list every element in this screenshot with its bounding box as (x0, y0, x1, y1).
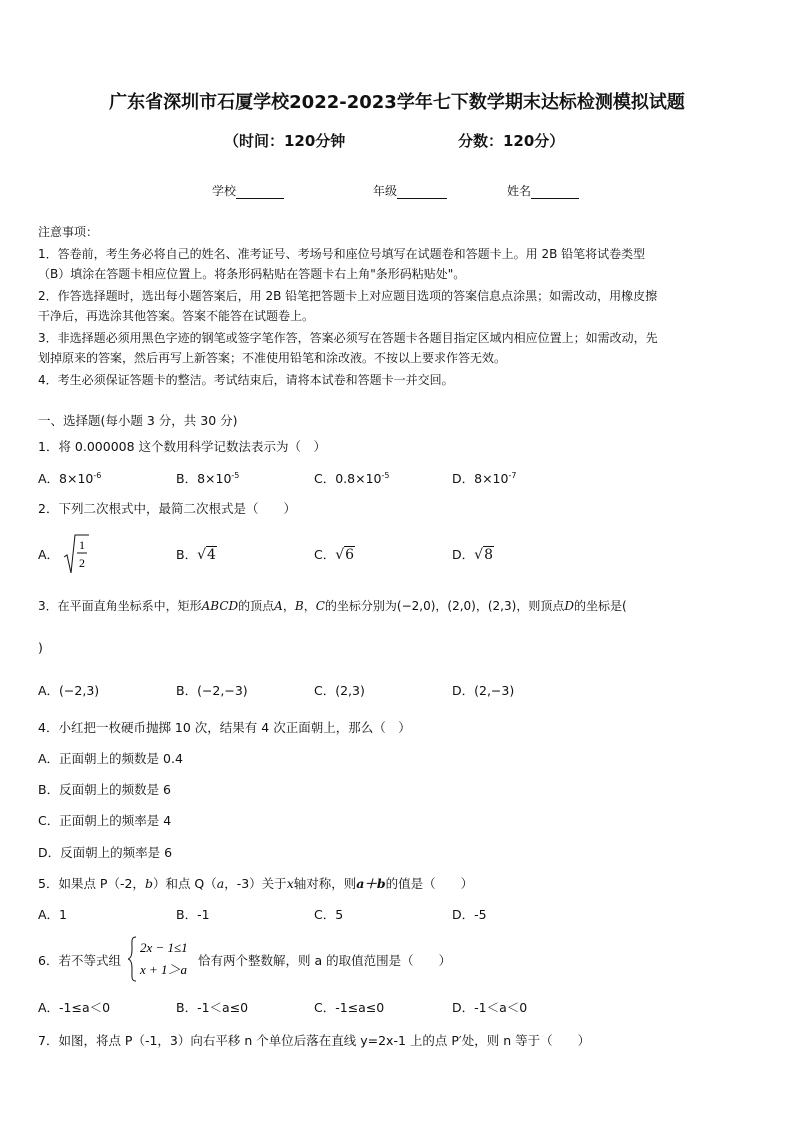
name-field[interactable] (507, 182, 579, 199)
note-3b: 划掉原来的答案，然后再写上新答案；不准使用铅笔和涂改液。不按以上要求作答无效。 (38, 351, 507, 365)
q1-option-b[interactable]: B．$8\times 10^{-5}$ (176, 470, 240, 486)
sqrt-fraction-icon (63, 533, 89, 575)
q2-option-c[interactable]: C．√6 (314, 547, 355, 563)
q3-option-d[interactable]: D．(2,−3) (452, 683, 515, 698)
q6-option-d[interactable]: D．-1＜a＜0 (452, 1000, 528, 1015)
section-heading: 一、选择题(每小题 3 分，共 30 分) (38, 413, 238, 428)
q6-option-c[interactable]: C．-1≤a≤0 (314, 1000, 385, 1015)
q1-option-a[interactable]: A．$8\times 10^{-6}$ (38, 470, 102, 486)
q3-option-b[interactable]: B．(−2,−3) (176, 683, 248, 698)
q4-option-c[interactable]: C．正面朝上的频率是 4 (38, 813, 172, 828)
q3-option-a[interactable]: A．(−2,3) (38, 683, 100, 698)
q3-option-c[interactable]: C．(2,3) (314, 683, 365, 698)
school-label: 学校 (212, 184, 237, 198)
q6-option-b[interactable]: B．-1＜a≤0 (176, 1000, 249, 1015)
q6-stem-a: 6．若不等式组 (38, 953, 121, 968)
exam-time: （时间：120分钟 (224, 132, 346, 150)
svg-text:x + 1＞a: x + 1＞a (140, 962, 188, 977)
q4-stem: 4．小红把一枚硬币抛掷 10 次，结果有 4 次正面朝上，那么（ ） (38, 720, 411, 735)
svg-text:2: 2 (79, 556, 86, 570)
svg-text:1: 1 (79, 538, 86, 552)
svg-text:2x − 1≤1: 2x − 1≤1 (140, 940, 188, 955)
name-label: 姓名 (507, 184, 532, 198)
q2-option-d[interactable]: D．√8 (452, 547, 493, 563)
school-field[interactable] (212, 182, 284, 199)
inequality-brace-icon (128, 935, 200, 983)
q6-inequality-system (128, 935, 200, 987)
q3-stem-tail: ) (38, 640, 43, 655)
school-blank[interactable] (236, 186, 284, 199)
note-1a: 1．答卷前，考生务必将自己的姓名、准考证号、考场号和座位号填写在试题卷和答题卡上。用 2B 铅笔将试卷类型 (38, 247, 646, 261)
q5-option-b[interactable]: B．-1 (176, 907, 210, 922)
q5-option-c[interactable]: C．5 (314, 907, 344, 922)
note-2a: 2．作答选择题时，选出每小题答案后，用 2B 铅笔把答题卡上对应题目选项的答案信息点涂黑；如需改动，用橡皮擦 (38, 289, 658, 303)
name-blank[interactable] (531, 186, 579, 199)
notes-heading: 注意事项： (38, 225, 99, 239)
q2-stem: 2．下列二次根式中，最简二次根式是（ ） (38, 501, 296, 516)
note-2b: 干净后，再选涂其他答案。答案不能答在试题卷上。 (38, 309, 315, 323)
q4-option-a[interactable]: A．正面朝上的频数是 0.4 (38, 751, 183, 766)
note-3a: 3．非选择题必须用黑色字迹的钢笔或签字笔作答，答案必须写在答题卡各题目指定区域内相应位置上；如需改动，先 (38, 331, 658, 345)
q7-stem: 7．如图，将点 P（-1，3）向右平移 n 个单位后落在直线 y=2x-1 上的点 P′处，则 n 等于（ ） (38, 1033, 591, 1048)
q5-stem: 5．如果点 P（-2，b）和点 Q（a，-3）关于x轴对称，则a＋b的值是（ ） (38, 876, 474, 891)
q5-option-a[interactable]: A．1 (38, 907, 68, 922)
q1-stem: 1．将 0.000008 这个数用科学记数法表示为（ ） (38, 439, 327, 454)
q2-option-b[interactable]: B．√4 (176, 547, 216, 563)
q6-option-a[interactable]: A．-1≤a＜0 (38, 1000, 111, 1015)
q3-stem: 3．在平面直角坐标系中，矩形ABCD的顶点A，B，C的坐标分别为(−2,0)，(2,0)，(2,3)，则顶点D的坐标是( (38, 599, 627, 613)
grade-field[interactable] (373, 182, 447, 199)
note-1b: （B）填涂在答题卡相应位置上。将条形码粘贴在答题卡右上角"条形码粘贴处"。 (38, 267, 466, 281)
q1-option-d[interactable]: D．$8\times 10^{-7}$ (452, 470, 517, 486)
grade-label: 年级 (373, 184, 398, 198)
grade-blank[interactable] (397, 186, 447, 199)
exam-score: 分数：120分） (458, 132, 565, 150)
q5-option-d[interactable]: D．-5 (452, 907, 487, 922)
note-4: 4．考生必须保证答题卡的整洁。考试结束后，请将本试卷和答题卡一并交回。 (38, 373, 454, 387)
q4-option-b[interactable]: B．反面朝上的频数是 6 (38, 782, 172, 797)
q6-stem-b: 恰有两个整数解，则 a 的取值范围是（ ） (198, 953, 452, 968)
q1-option-c[interactable]: C．$0.8\times 10^{-5}$ (314, 470, 390, 486)
q4-option-d[interactable]: D．反面朝上的频率是 6 (38, 845, 173, 860)
q2-option-a[interactable]: A． 1 2 (38, 533, 89, 575)
exam-title: 广东省深圳市石厦学校2022-2023学年七下数学期末达标检测模拟试题 (109, 92, 685, 113)
